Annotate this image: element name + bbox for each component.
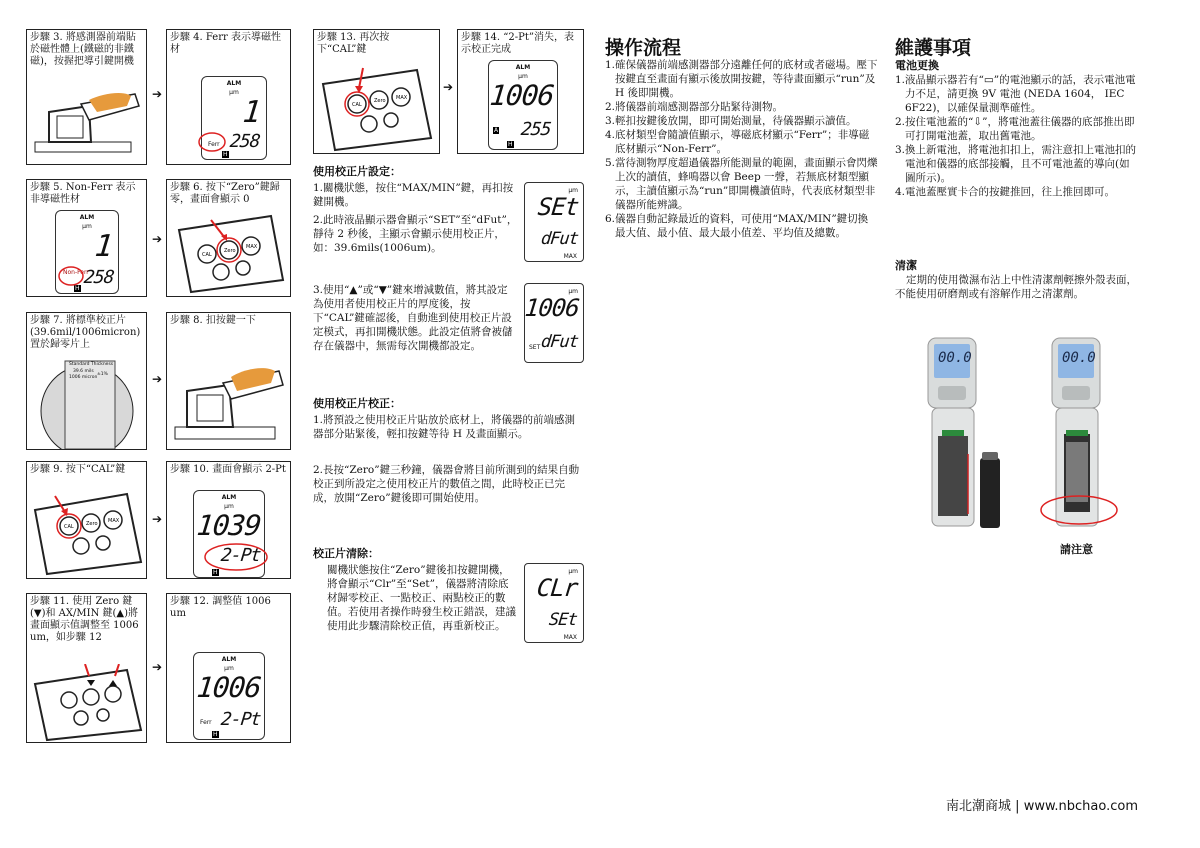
keypad-illustration xyxy=(317,62,437,152)
step7-panel xyxy=(26,312,147,450)
alm-indicator: ALM xyxy=(226,80,242,87)
step10-text: 步驟 10. 畫面會顯示 2-Pt xyxy=(170,464,286,475)
step6-text: 步驟 6. 按下“Zero”鍵歸零，畫面會顯示 0 xyxy=(170,182,280,205)
svg-text:CAL: CAL xyxy=(64,524,74,530)
battery-steps-list xyxy=(895,73,1138,199)
arrow-right-icon: ➔ xyxy=(151,232,163,246)
paragraph: 2.長按“Zero”鍵三秒鐘，儀器會將目前所測到的結果自動校正到所設定之使用校正片的數值之間，此時校正已完成，放開“Zero”鍵後即可開始使用。 xyxy=(313,464,580,504)
shim-label: Standard Thickness xyxy=(69,362,114,367)
paragraph: 1.將預設之使用校正片貼放於底材上，將儀器的前端感測器部分貼緊後，輕扣按鍵等待 H 及畫面顯示。 xyxy=(313,414,576,440)
highlight-circle-icon xyxy=(57,264,85,288)
paragraph: 2.此時液晶顯示器會顯示“SET”至“dFut”，靜待 2 秒後，主顯示會顯示使用校正片，如：39.6mils(1006um)。 xyxy=(313,214,518,254)
unit-label: µm xyxy=(82,223,92,230)
shim-value-micron: 1006 micron xyxy=(69,375,98,380)
step5-panel xyxy=(26,179,147,297)
sub-reading: dFut xyxy=(539,229,580,249)
main-reading: SEt xyxy=(536,193,580,221)
paragraph: 3.使用“▲”或“▼”鍵來增減數值，將其設定為使用者使用校正片的厚度後，按下“CAL”鍵確認後，自動進到使用校正片設定模式，再扣開機狀態。此設定值將會被儲存在儀器中，無需每次開機都設定。 xyxy=(313,284,513,352)
svg-text:MAX: MAX xyxy=(396,95,408,101)
shim-value-mils: 39.6 mils xyxy=(73,369,94,374)
step8-panel xyxy=(166,312,291,450)
list-item: 4.電池蓋壓實卡合的按鍵推回，往上推回即可。 xyxy=(895,186,1116,198)
main-reading: 1039 xyxy=(194,509,262,542)
unit-label: µm xyxy=(568,187,578,194)
ferr-indicator: Ferr xyxy=(208,141,220,148)
sub-reading: 2-Pt xyxy=(219,545,262,566)
paragraph: 關機狀態按住“Zero”鍵後扣按鍵開機，將會顯示“Clr”至“Set”，儀器將清除底材歸零校正、一點校正、兩點校正的數值。若使用者操作時發生校正錯誤，建議使用此步驟清除校正值，再重新校正。 xyxy=(327,564,516,632)
shim-tolerance: ±1% xyxy=(97,372,108,377)
step13-panel xyxy=(313,29,440,154)
gauge-on-surface-illustration xyxy=(31,90,143,162)
sub-reading: 258 xyxy=(229,131,262,152)
step10-panel xyxy=(166,461,291,579)
cleaning-heading: 清潔 xyxy=(895,259,917,272)
lcd1-reading: 00.0 xyxy=(938,350,972,366)
section-heading-shim-calibration: 使用校正片校正： xyxy=(313,397,401,410)
sub-reading: 258 xyxy=(83,267,116,288)
lcd-display-set xyxy=(524,182,584,262)
hold-indicator: H xyxy=(75,285,80,292)
list-item: 1.液晶顯示器若有“▭”的電池顯示的話，表示電池電力不足，請更換 9V 電池 (NEDA 1604， IEC 6F22)，以確保量測準確性。 xyxy=(895,74,1136,114)
hold-indicator: H xyxy=(508,141,513,148)
step7-text: 步驟 7. 將標準校正片(39.6mil/1006micron) 置於歸零片上 xyxy=(30,315,141,350)
svg-text:MAX: MAX xyxy=(246,244,258,250)
lcd2-reading: 00.0 xyxy=(1062,350,1096,366)
hold-indicator: H xyxy=(223,151,228,158)
svg-text:CAL: CAL xyxy=(352,102,362,108)
svg-text:Zero: Zero xyxy=(224,248,236,254)
sub-reading: SEt xyxy=(548,610,579,630)
step3-panel xyxy=(26,29,147,165)
footer-brand: 南北潮商城 | www.nbchao.com xyxy=(946,799,1138,814)
svg-text:CAL: CAL xyxy=(202,252,212,258)
cleaning-paragraph: 定期的使用微濕布沾上中性清潔劑輕擦外殼表面，不能使用研磨劑或有溶解作用之清潔劑。 xyxy=(895,274,1137,300)
step11-panel xyxy=(26,593,147,743)
keypad-illustration xyxy=(29,486,145,576)
maintenance-title: 維護事項 xyxy=(895,37,972,59)
highlight-circle-icon xyxy=(197,130,227,154)
list-item: 5.當待測物厚度超過儀器所能測量的範圍，畫面顯示會閃爍上次的讀值，蜂鳴器以會 Beep 一聲，若無底材類型顯示，主讀值顯示為“run”即開機讀值時，代表底材類型非儀器所能辨識。 xyxy=(605,157,878,211)
main-reading: 1 xyxy=(93,229,114,264)
nonferr-indicator: Non-Ferr xyxy=(63,269,89,276)
svg-text:Zero: Zero xyxy=(374,98,386,104)
list-item: 4.底材類型會隨讀值顯示，導磁底材顯示“Ferr”；非導磁底材顯示“Non-Ferr”。 xyxy=(605,129,870,155)
step13-text: 步驟 13. 再次按下“CAL”鍵 xyxy=(317,32,390,55)
ferr-indicator: Ferr xyxy=(200,719,212,726)
svg-text:MAX: MAX xyxy=(108,518,120,524)
operation-steps-list xyxy=(605,58,878,240)
step4-panel xyxy=(166,29,291,165)
step9-text: 步驟 9. 按下“CAL”鍵 xyxy=(30,464,126,475)
unit-label: µm xyxy=(229,89,239,96)
step5-text: 步驟 5. Non-Ferr 表示非導磁性材 xyxy=(30,182,136,205)
alm-indicator: ALM xyxy=(221,494,237,501)
step9-panel xyxy=(26,461,147,579)
hold-indicator: H xyxy=(213,731,218,738)
auto-indicator: A xyxy=(494,127,499,134)
alm-indicator: ALM xyxy=(515,64,531,71)
lcd-display-1006 xyxy=(524,283,584,363)
step4-text: 步驟 4. Ferr 表示導磁性材 xyxy=(170,32,281,55)
lcd-display-clr xyxy=(524,563,584,643)
arrow-right-icon: ➔ xyxy=(151,512,163,526)
arrow-right-icon: ➔ xyxy=(442,80,454,94)
step11-text: 步驟 11. 使用 Zero 鍵(▼)和 AX/MIN 鍵(▲)將畫面顯示值調整至 1006 um，如步驟 12 xyxy=(30,596,139,643)
list-item: 3.換上新電池，將電池扣扣上，需注意扣上電池扣的電池和儀器的底部接觸，且不可電池蓋的導向(如圖所示)。 xyxy=(895,144,1137,184)
lcd-display xyxy=(193,652,265,740)
step6-panel xyxy=(166,179,291,297)
calibration-shim-illustration xyxy=(29,353,145,449)
list-item: 1.確保儀器前端感測器部分遠離任何的底材或者磁場。壓下按鍵直至畫面有顯示後放開按鍵，等待畫面顯示“run”及 H 後即開機。 xyxy=(605,59,878,99)
step12-text: 步驟 12. 調整值 1006 um xyxy=(170,596,271,619)
sub-reading: dFut xyxy=(539,332,580,352)
alm-indicator: ALM xyxy=(79,214,95,221)
operation-title: 操作流程 xyxy=(605,37,682,59)
list-item: 2.將儀器前端感測器部分貼緊待測物。 xyxy=(605,101,784,113)
list-item: 3.輕扣按鍵後放開，即可開始測量，待儀器顯示讀值。 xyxy=(605,115,857,127)
main-reading: 1006 xyxy=(523,294,581,322)
section-heading-shim-setting: 使用校正片設定： xyxy=(313,165,401,178)
unit-label: µm xyxy=(568,288,578,295)
gauge-on-surface-illustration xyxy=(171,357,287,447)
main-reading: CLr xyxy=(535,574,579,602)
sub-reading: 255 xyxy=(520,119,553,140)
hold-indicator: H xyxy=(213,569,218,576)
lcd-display xyxy=(488,60,558,150)
paragraph: 1.關機狀態，按住“MAX/MIN”鍵，再扣按鍵開機。 xyxy=(313,182,514,208)
main-reading: 1 xyxy=(241,95,262,130)
keypad-illustration xyxy=(29,664,145,742)
note-caption: 請注意 xyxy=(1060,543,1093,556)
sub-reading: 2-Pt xyxy=(219,709,262,730)
unit-label: µm xyxy=(518,73,528,80)
arrow-right-icon: ➔ xyxy=(151,660,163,674)
main-reading: 1006 xyxy=(487,79,555,112)
step12-panel xyxy=(166,593,291,743)
list-item: 2.按住電池蓋的“⇩”，將電池蓋往儀器的底部推出即可打開電池蓋，取出舊電池。 xyxy=(895,116,1135,142)
alm-indicator: ALM xyxy=(221,656,237,663)
unit-label: µm xyxy=(224,503,234,510)
set-indicator: SET xyxy=(529,344,541,351)
highlight-circle-icon xyxy=(203,542,269,572)
unit-label: µm xyxy=(224,665,234,672)
step8-text: 步驟 8. 扣按鍵一下 xyxy=(170,315,256,326)
battery-heading: 電池更換 xyxy=(895,59,939,72)
list-item: 6.儀器自動記錄最近的資料，可使用“MAX/MIN”鍵切換最大值、最小值、最大最小值差、平均值及總數。 xyxy=(605,213,869,239)
max-indicator: MAX xyxy=(563,634,577,641)
arrow-right-icon: ➔ xyxy=(151,372,163,386)
unit-label: µm xyxy=(568,568,578,575)
main-reading: 1006 xyxy=(194,671,262,704)
keypad-illustration xyxy=(171,210,287,294)
step3-text: 步驟 3. 將感測器前端貼於磁性體上(鐵磁的非鐵磁)，按握把導引鍵開機 xyxy=(30,32,136,67)
max-indicator: MAX xyxy=(563,253,577,260)
step14-text: 步驟 14. “2-Pt”消失，表示校正完成 xyxy=(461,32,574,55)
section-heading-clear-calibration: 校正片清除： xyxy=(313,547,379,560)
step14-panel xyxy=(457,29,584,154)
svg-text:Zero: Zero xyxy=(86,521,98,527)
arrow-right-icon: ➔ xyxy=(151,87,163,101)
